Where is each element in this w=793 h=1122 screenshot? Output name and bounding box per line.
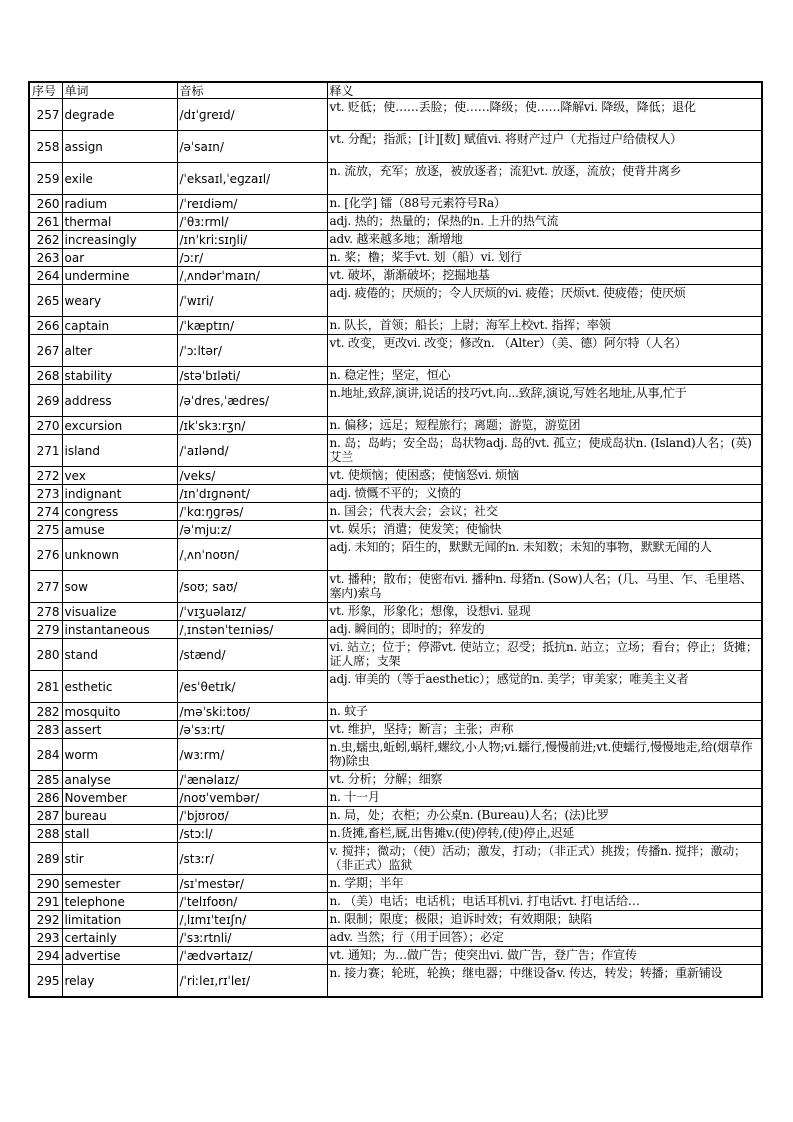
- row-word: telephone: [62, 893, 177, 911]
- table-row: [29, 703, 762, 721]
- row-phonetic: /soʊ; saʊ/: [177, 571, 327, 603]
- header-number: 序号: [29, 82, 62, 99]
- header-word: 单词: [62, 82, 177, 99]
- row-definition: n. 国会；代表大会；会议；社交: [327, 503, 762, 521]
- row-number: 284: [29, 739, 62, 771]
- row-word: amuse: [62, 521, 177, 539]
- row-phonetic: /noʊˈvembər/: [177, 789, 327, 807]
- row-phonetic: /dɪˈɡreɪd/: [177, 99, 327, 131]
- table-row: [29, 929, 762, 947]
- table-row: [29, 467, 762, 485]
- row-definition: vt. 维护，坚持；断言；主张；声称: [327, 721, 762, 739]
- table-row: [29, 485, 762, 503]
- row-number: 287: [29, 807, 62, 825]
- table-row: [29, 911, 762, 929]
- row-number: 278: [29, 603, 62, 621]
- row-phonetic: /stænd/: [177, 639, 327, 671]
- row-word: mosquito: [62, 703, 177, 721]
- row-word: weary: [62, 285, 177, 317]
- header-phonetic: 音标: [177, 82, 327, 99]
- row-phonetic: /ˈwɪri/: [177, 285, 327, 317]
- row-number: 277: [29, 571, 62, 603]
- row-definition: adj. 疲倦的；厌烦的；令人厌烦的vi. 疲倦；厌烦vt. 使疲倦；使厌烦: [327, 285, 762, 317]
- header-definition: 释义: [327, 82, 762, 99]
- row-definition: n. 偏移；远足；短程旅行；离题；游览，游览团: [327, 417, 762, 435]
- row-phonetic: /wɜːrm/: [177, 739, 327, 771]
- row-definition: vt. 分配；指派；[计][数] 赋值vi. 将财产过户（尤指过户给债权人）: [327, 131, 762, 163]
- row-number: 286: [29, 789, 62, 807]
- row-phonetic: /ˈriːleɪ,rɪˈleɪ/: [177, 965, 327, 998]
- row-word: indignant: [62, 485, 177, 503]
- row-number: 280: [29, 639, 62, 671]
- row-definition: vt. 形象，形象化；想像，设想vi. 显现: [327, 603, 762, 621]
- row-number: 265: [29, 285, 62, 317]
- row-number: 261: [29, 213, 62, 231]
- row-number: 276: [29, 539, 62, 571]
- row-number: 291: [29, 893, 62, 911]
- row-number: 279: [29, 621, 62, 639]
- row-word: island: [62, 435, 177, 467]
- row-word: bureau: [62, 807, 177, 825]
- table-row: [29, 603, 762, 621]
- row-number: 290: [29, 875, 62, 893]
- table-row: [29, 317, 762, 335]
- row-definition: vt. 改变，更改vi. 改变；修改n. （Alter）（美、德）阿尔特（人名）: [327, 335, 762, 367]
- table-row: [29, 435, 762, 467]
- row-phonetic: /ɪnˈdɪɡnənt/: [177, 485, 327, 503]
- row-definition: n.虫,蠕虫,蚯蚓,蜗杆,螺纹,小人物;vi.蠕行,慢慢前进;vt.使蠕行,慢慢地走,给(烟草作物)除虫: [327, 739, 762, 771]
- table-row: [29, 739, 762, 771]
- row-word: stir: [62, 843, 177, 875]
- table-row: [29, 99, 762, 131]
- row-number: 271: [29, 435, 62, 467]
- row-number: 295: [29, 965, 62, 998]
- row-number: 289: [29, 843, 62, 875]
- row-definition: n. 学期；半年: [327, 875, 762, 893]
- row-phonetic: /sɪˈmestər/: [177, 875, 327, 893]
- row-number: 263: [29, 249, 62, 267]
- table-row: [29, 385, 762, 417]
- row-phonetic: /ˈvɪʒuəlaɪz/: [177, 603, 327, 621]
- table-row: [29, 721, 762, 739]
- row-phonetic: /ˈtelɪfoʊn/: [177, 893, 327, 911]
- row-phonetic: /ˈkɑːŋɡrəs/: [177, 503, 327, 521]
- row-word: instantaneous: [62, 621, 177, 639]
- row-word: worm: [62, 739, 177, 771]
- row-number: 294: [29, 947, 62, 965]
- table-row: [29, 789, 762, 807]
- row-definition: n. （美）电话；电话机；电话耳机vi. 打电话vt. 打电话给…: [327, 893, 762, 911]
- row-number: 270: [29, 417, 62, 435]
- row-definition: adj. 审美的（等于aesthetic）；感觉的n. 美学；审美家；唯美主义者: [327, 671, 762, 703]
- table-row: [29, 335, 762, 367]
- row-phonetic: /ˈænəlaɪz/: [177, 771, 327, 789]
- row-number: 268: [29, 367, 62, 385]
- row-number: 260: [29, 195, 62, 213]
- row-word: relay: [62, 965, 177, 998]
- row-definition: v. 搅拌；微动；（使）活动；激发，打动；（非正式）挑拨；传播n. 搅拌；激动；（非正式）监狱: [327, 843, 762, 875]
- row-definition: n. 稳定性；坚定，恒心: [327, 367, 762, 385]
- row-definition: vt. 娱乐；消遣；使发笑；使愉快: [327, 521, 762, 539]
- row-word: undermine: [62, 267, 177, 285]
- row-number: 275: [29, 521, 62, 539]
- row-number: 257: [29, 99, 62, 131]
- row-number: 281: [29, 671, 62, 703]
- row-number: 259: [29, 163, 62, 195]
- table-row: [29, 639, 762, 671]
- table-row: [29, 267, 762, 285]
- table-row: [29, 163, 762, 195]
- row-phonetic: /stəˈbɪləti/: [177, 367, 327, 385]
- row-phonetic: /ˈreɪdiəm/: [177, 195, 327, 213]
- row-definition: adv. 越来越多地；渐增地: [327, 231, 762, 249]
- row-word: semester: [62, 875, 177, 893]
- row-word: congress: [62, 503, 177, 521]
- table-row: [29, 285, 762, 317]
- row-phonetic: /əˈsaɪn/: [177, 131, 327, 163]
- row-definition: n. 桨；橹；桨手vt. 划（船）vi. 划行: [327, 249, 762, 267]
- row-word: alter: [62, 335, 177, 367]
- row-definition: vi. 站立；位于；停滞vt. 使站立；忍受；抵抗n. 站立；立场；看台；停止；货摊；证人席；支架: [327, 639, 762, 671]
- row-word: captain: [62, 317, 177, 335]
- row-word: excursion: [62, 417, 177, 435]
- row-definition: n.货摊,畜栏,厩,出售摊v.(使)停转,(使)停止,迟延: [327, 825, 762, 843]
- row-word: assign: [62, 131, 177, 163]
- table-row: [29, 875, 762, 893]
- table-row: [29, 947, 762, 965]
- row-word: unknown: [62, 539, 177, 571]
- row-phonetic: /ˌʌnˈnoʊn/: [177, 539, 327, 571]
- table-body: [29, 99, 762, 998]
- row-word: vex: [62, 467, 177, 485]
- table-row: [29, 893, 762, 911]
- row-definition: adj. 未知的；陌生的，默默无闻的n. 未知数；未知的事物，默默无闻的人: [327, 539, 762, 571]
- row-phonetic: /ˈædvərtaɪz/: [177, 947, 327, 965]
- row-definition: n.地址,致辞,演讲,说话的技巧vt.向...致辞,演说,写姓名地址,从事,忙于: [327, 385, 762, 417]
- table-row: [29, 771, 762, 789]
- row-definition: vt. 破坏，渐渐破坏；挖掘地基: [327, 267, 762, 285]
- table-row: [29, 503, 762, 521]
- row-number: 267: [29, 335, 62, 367]
- row-word: sow: [62, 571, 177, 603]
- row-word: assert: [62, 721, 177, 739]
- row-number: 283: [29, 721, 62, 739]
- row-phonetic: /ɪkˈskɜːrʒn/: [177, 417, 327, 435]
- table-row: [29, 231, 762, 249]
- table-row: [29, 671, 762, 703]
- row-definition: adv. 当然；行（用于回答）；必定: [327, 929, 762, 947]
- row-word: esthetic: [62, 671, 177, 703]
- row-number: 293: [29, 929, 62, 947]
- row-word: oar: [62, 249, 177, 267]
- row-phonetic: /veks/: [177, 467, 327, 485]
- row-phonetic: /əˈdres,ˈædres/: [177, 385, 327, 417]
- row-number: 285: [29, 771, 62, 789]
- row-number: 288: [29, 825, 62, 843]
- table-row: [29, 571, 762, 603]
- row-phonetic: /ˈθɜːrml/: [177, 213, 327, 231]
- row-phonetic: /ˈsɜːrtnli/: [177, 929, 327, 947]
- row-word: analyse: [62, 771, 177, 789]
- row-definition: n. 接力赛；轮班，轮换；继电器；中继设备v. 传达，转发；转播；重新铺设: [327, 965, 762, 998]
- row-definition: n. 队长，首领；船长；上尉；海军上校vt. 指挥；率领: [327, 317, 762, 335]
- row-word: advertise: [62, 947, 177, 965]
- row-phonetic: /ˌɪnstənˈteɪniəs/: [177, 621, 327, 639]
- row-phonetic: /ˈkæptɪn/: [177, 317, 327, 335]
- row-phonetic: /əˈmjuːz/: [177, 521, 327, 539]
- row-definition: n. 局，处；衣柜；办公桌n. (Bureau)人名；(法)比罗: [327, 807, 762, 825]
- row-word: stability: [62, 367, 177, 385]
- row-word: limitation: [62, 911, 177, 929]
- row-phonetic: /əˈsɜːrt/: [177, 721, 327, 739]
- row-number: 266: [29, 317, 62, 335]
- row-word: visualize: [62, 603, 177, 621]
- row-number: 262: [29, 231, 62, 249]
- row-word: address: [62, 385, 177, 417]
- table-row: [29, 539, 762, 571]
- table-row: [29, 807, 762, 825]
- row-definition: vt. 分析；分解；细察: [327, 771, 762, 789]
- row-phonetic: /ˈbjʊroʊ/: [177, 807, 327, 825]
- row-phonetic: /ˈeksaɪl,ˈeɡzaɪl/: [177, 163, 327, 195]
- row-phonetic: /ˌʌndərˈmaɪn/: [177, 267, 327, 285]
- row-number: 273: [29, 485, 62, 503]
- table-header-row: [29, 82, 762, 99]
- row-definition: vt. 播种；散布；使密布vi. 播种n. 母猪n. (Sow)人名；(几、马里、乍、毛里塔、塞内)索乌: [327, 571, 762, 603]
- row-definition: n. 流放，充军；放逐，被放逐者；流犯vt. 放逐，流放；使背井离乡: [327, 163, 762, 195]
- table-row: [29, 417, 762, 435]
- row-definition: adj. 瞬间的；即时的；猝发的: [327, 621, 762, 639]
- row-word: November: [62, 789, 177, 807]
- row-definition: n. [化学] 镭（88号元素符号Ra）: [327, 195, 762, 213]
- row-phonetic: /stɜːr/: [177, 843, 327, 875]
- row-phonetic: /ɪnˈkriːsɪŋli/: [177, 231, 327, 249]
- row-definition: vt. 贬低；使……丢脸；使……降级；使……降解vi. 降级，降低；退化: [327, 99, 762, 131]
- row-phonetic: /ˈaɪlənd/: [177, 435, 327, 467]
- table-row: [29, 621, 762, 639]
- row-number: 258: [29, 131, 62, 163]
- row-number: 269: [29, 385, 62, 417]
- row-number: 272: [29, 467, 62, 485]
- row-definition: n. 岛；岛屿；安全岛；岛状物adj. 岛的vt. 孤立；使成岛状n. (Island)人名；(英)艾兰: [327, 435, 762, 467]
- row-phonetic: /esˈθetɪk/: [177, 671, 327, 703]
- row-phonetic: /məˈskiːtoʊ/: [177, 703, 327, 721]
- table-row: [29, 521, 762, 539]
- row-word: degrade: [62, 99, 177, 131]
- row-number: 282: [29, 703, 62, 721]
- row-phonetic: /ˌlɪmɪˈteɪʃn/: [177, 911, 327, 929]
- row-definition: n. 十一月: [327, 789, 762, 807]
- table-row: [29, 843, 762, 875]
- row-word: certainly: [62, 929, 177, 947]
- row-number: 292: [29, 911, 62, 929]
- table-row: [29, 249, 762, 267]
- row-phonetic: /ɔːr/: [177, 249, 327, 267]
- row-phonetic: /ˈɔːltər/: [177, 335, 327, 367]
- row-word: stand: [62, 639, 177, 671]
- table-row: [29, 195, 762, 213]
- table-row: [29, 367, 762, 385]
- row-definition: vt. 使烦恼；使困惑；使恼怒vi. 烦恼: [327, 467, 762, 485]
- row-phonetic: /stɔːl/: [177, 825, 327, 843]
- table-row: [29, 825, 762, 843]
- row-definition: adj. 热的；热量的；保热的n. 上升的热气流: [327, 213, 762, 231]
- row-word: increasingly: [62, 231, 177, 249]
- row-definition: n. 蚊子: [327, 703, 762, 721]
- row-word: exile: [62, 163, 177, 195]
- row-word: thermal: [62, 213, 177, 231]
- row-number: 264: [29, 267, 62, 285]
- vocabulary-table: [28, 81, 763, 998]
- row-definition: vt. 通知；为…做广告；使突出vi. 做广告，登广告；作宣传: [327, 947, 762, 965]
- table-row: [29, 131, 762, 163]
- row-definition: adj. 愤慨不平的；义愤的: [327, 485, 762, 503]
- row-word: stall: [62, 825, 177, 843]
- table-row: [29, 213, 762, 231]
- table-row: [29, 965, 762, 998]
- row-word: radium: [62, 195, 177, 213]
- row-number: 274: [29, 503, 62, 521]
- row-definition: n. 限制；限度；极限；追诉时效；有效期限；缺陷: [327, 911, 762, 929]
